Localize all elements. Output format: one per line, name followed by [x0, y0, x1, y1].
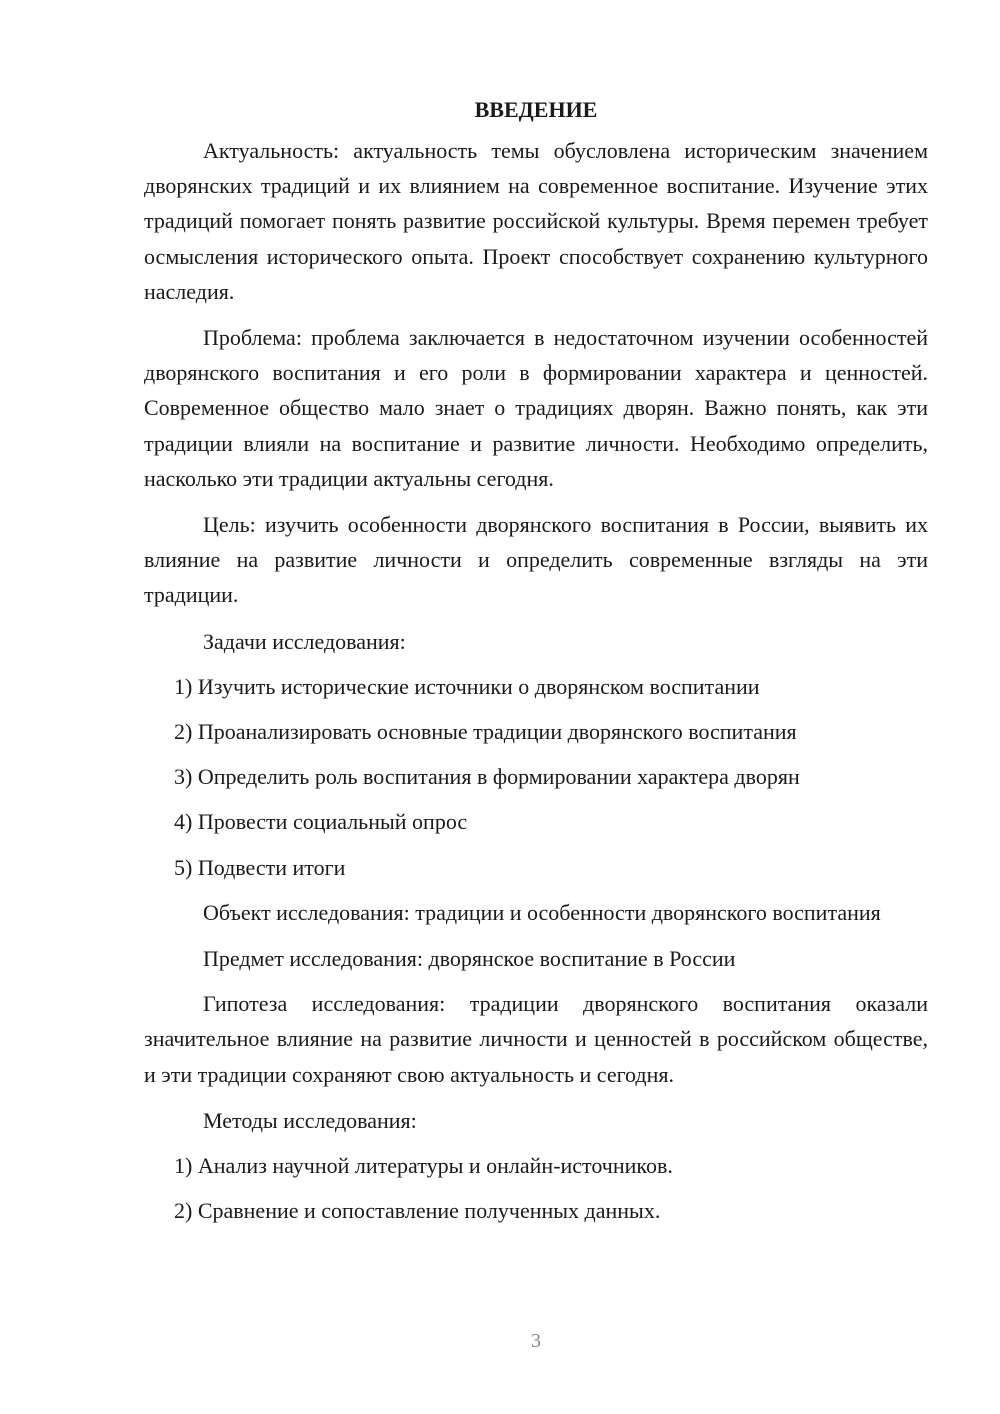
method-item: 1) Анализ научной литературы и онлайн-источников.: [174, 1153, 673, 1179]
task-item: 3) Определить роль воспитания в формировании характера дворян: [174, 764, 800, 790]
task-item: 2) Проанализировать основные традиции дворянского воспитания: [174, 719, 797, 745]
task-item: 1) Изучить исторические источники о дворянском воспитании: [174, 673, 760, 699]
task-item: 5) Подвести итоги: [174, 854, 346, 880]
goal-paragraph: Цель: изучить особенности дворянского воспитания в России, выявить их влияние на развитие личности и определить современные взгляды на эти традиции.: [144, 512, 928, 608]
methods-list: [144, 1148, 928, 1228]
relevance-paragraph: Актуальность: актуальность темы обусловлена историческим значением дворянских традиций и их влиянием на современное воспитание. Изучение этих традиций помогает понять развитие российской культуры. Время перемен требует осмысления исторического опыта. Проект способствует сохранению культурного наследия.: [144, 138, 928, 304]
problem-paragraph: Проблема: проблема заключается в недостаточном изучении особенностей дворянского воспитания и его роли в формировании характера и ценностей. Современное общество мало знает о традициях дворян. Важно понять, как эти традиции влияли на воспитание и развитие личности. Необходимо определить, насколько эти традиции актуальны сегодня.: [144, 325, 928, 491]
object-paragraph: Объект исследования: традиции и особенности дворянского воспитания: [203, 899, 881, 925]
method-item: 2) Сравнение и сопоставление полученных данных.: [174, 1198, 661, 1224]
task-item: 4) Провести социальный опрос: [174, 809, 468, 835]
tasks-list: [144, 669, 928, 885]
methods-heading: Методы исследования:: [203, 1107, 417, 1133]
section-title: ВВЕДЕНИЕ: [474, 97, 598, 122]
tasks-heading: Задачи исследования:: [203, 628, 406, 654]
document-page: [144, 92, 928, 1238]
page-number: 3: [531, 1330, 541, 1352]
subject-paragraph: Предмет исследования: дворянское воспитание в России: [203, 946, 736, 972]
hypothesis-paragraph: Гипотеза исследования: традиции дворянского воспитания оказали значительное влияние на развитие личности и ценностей в российском обществе, и эти традиции сохраняют свою актуальность и сегодня.: [144, 991, 928, 1087]
